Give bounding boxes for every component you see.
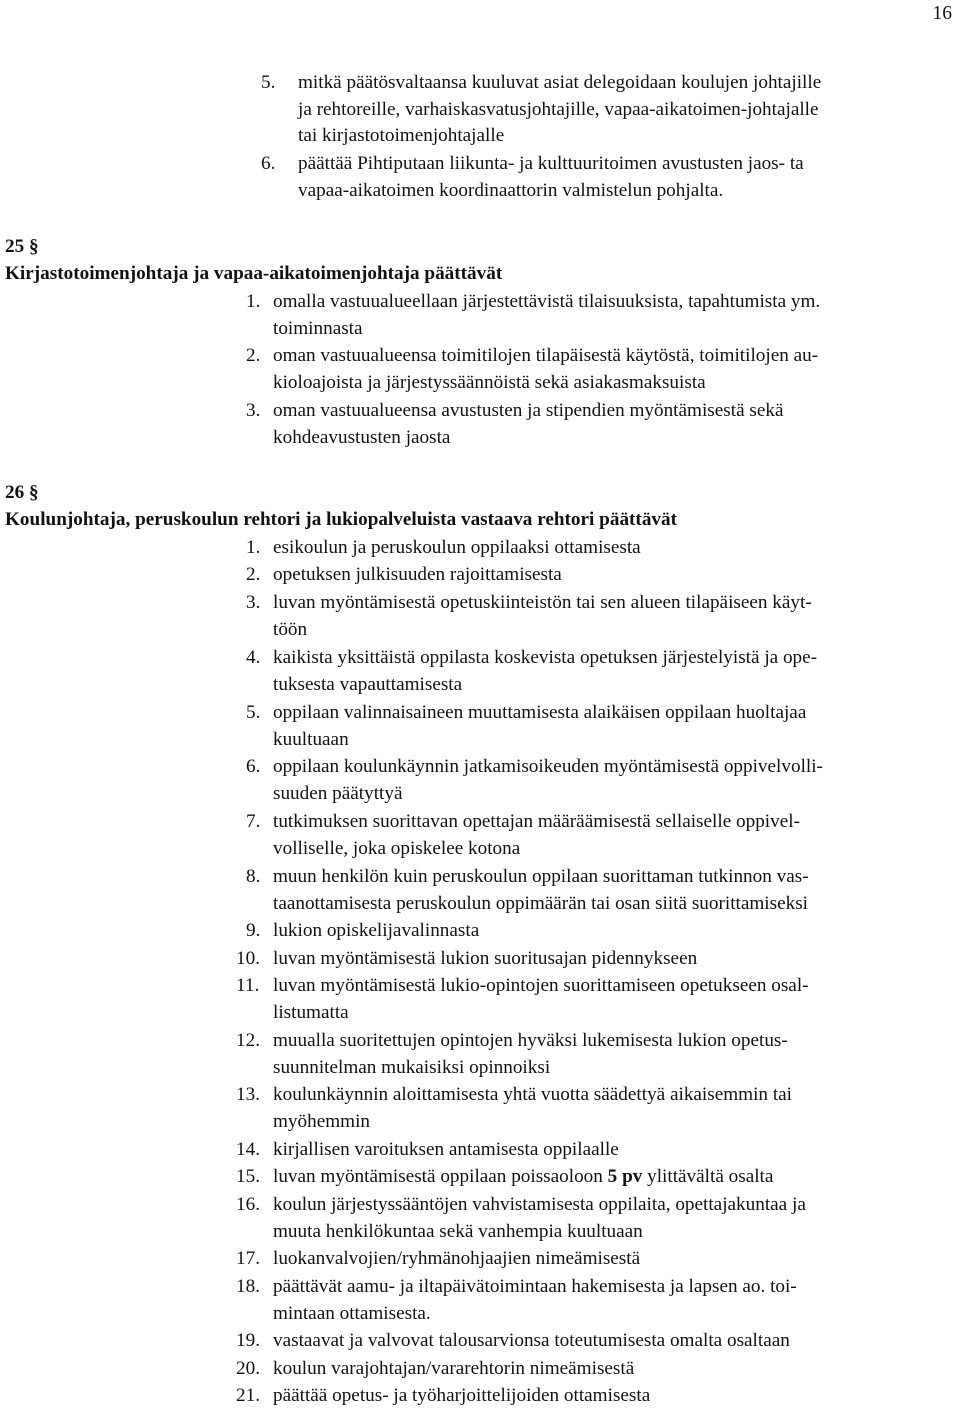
list-item-line: luvan myöntämisestä opetuskiinteistön tai sen alueen tilapäiseen käyt- <box>273 592 812 613</box>
list-item-line: suunnitelman mukaisiksi opinnoiksi <box>273 1057 551 1078</box>
list-item-number: 19. <box>236 1330 260 1351</box>
list-item-number: 13. <box>236 1084 260 1105</box>
list-item-number: 1. <box>246 537 261 558</box>
list-item-line: oman vastuualueensa toimitilojen tilapäisestä käytöstä, toimitilojen au- <box>273 345 819 366</box>
list-item-line: tai kirjastotoimenjohtajalle <box>298 125 505 146</box>
list-item-number: 4. <box>246 647 261 668</box>
list-item-line: opetuksen julkisuuden rajoittamisesta <box>273 564 562 585</box>
list-item-line: muualla suoritettujen opintojen hyväksi lukemisesta lukion opetus- <box>273 1030 788 1051</box>
list-item-line: tuksesta vapauttamisesta <box>273 674 463 695</box>
list-item-line: esikoulun ja peruskoulun oppilaaksi ottamisesta <box>273 537 641 558</box>
section-title: Koulunjohtaja, peruskoulun rehtori ja lukiopalveluista vastaava rehtori päättävät <box>5 509 677 530</box>
list-item-number: 2. <box>246 345 261 366</box>
list-item-line: luvan myöntämisestä lukio-opintojen suorittamiseen opetukseen osal- <box>273 975 809 996</box>
list-item-number: 2. <box>246 564 261 585</box>
list-item-line: kaikista yksittäistä oppilasta koskevista opetuksen järjestelyistä ja ope- <box>273 647 818 668</box>
list-item-number: 11. <box>236 975 260 996</box>
section-number: 25 § <box>5 236 39 257</box>
list-item-line: omalla vastuualueellaan järjestettävistä tilaisuuksista, tapahtumista ym. <box>273 291 821 312</box>
list-item-line: koulun järjestyssääntöjen vahvistamisesta oppilaita, opettajakuntaa ja <box>273 1194 806 1215</box>
list-item-line <box>273 1167 773 1186</box>
list-item-line: volliselle, joka opiskelee kotona <box>273 838 521 859</box>
list-item-number: 5. <box>246 702 261 723</box>
list-item-text: ylittävältä osalta <box>642 1166 774 1187</box>
list-item-line: kuultuaan <box>273 729 349 750</box>
list-item-line: oppilaan koulunkäynnin jatkamisoikeuden myöntämisestä oppivelvolli- <box>273 756 823 777</box>
list-item-line: vapaa-aikatoimen koordinaattorin valmistelun pohjalta. <box>298 180 724 201</box>
list-item-line: koulun varajohtajan/vararehtorin nimeämisestä <box>273 1358 635 1379</box>
list-item-number: 21. <box>236 1385 260 1406</box>
list-item-number: 10. <box>236 948 260 969</box>
list-item-line: taanottamisesta peruskoulun oppimäärän tai osan siitä suorittamiseksi <box>273 893 809 914</box>
list-item-line: tutkimuksen suorittavan opettajan määräämisestä sellaiselle oppivel- <box>273 811 800 832</box>
list-item-number: 8. <box>246 866 261 887</box>
list-item-number: 6. <box>246 756 261 777</box>
list-item-line: koulunkäynnin aloittamisesta yhtä vuotta säädettyä aikaisemmin tai <box>273 1084 792 1105</box>
list-item-number: 17. <box>236 1248 260 1269</box>
section-title: Kirjastotoimenjohtaja ja vapaa-aikatoimenjohtaja päättävät <box>5 263 503 284</box>
list-item-line: lukion opiskelijavalinnasta <box>273 920 480 941</box>
list-item-line: mitkä päätösvaltaansa kuuluvat asiat delegoidaan koulujen johtajille <box>298 72 822 93</box>
list-item-line: muuta henkilökuntaa sekä vanhempia kuultuaan <box>273 1221 643 1242</box>
list-item-line: päättää opetus- ja työharjoittelijoiden ottamisesta <box>273 1385 651 1406</box>
list-item-number: 5. <box>261 72 276 93</box>
list-item-line: myöhemmin <box>273 1111 370 1132</box>
list-item-line: suuden päätyttyä <box>273 783 403 804</box>
list-item-line: luvan myöntämisestä lukion suoritusajan pidennykseen <box>273 948 698 969</box>
list-item-number: 12. <box>236 1030 260 1051</box>
list-item-line: luokanvalvojien/ryhmänohjaajien nimeämisestä <box>273 1248 641 1269</box>
list-item-number: 9. <box>246 920 261 941</box>
list-item-line: vastaavat ja valvovat talousarvionsa toteutumisesta omalta osaltaan <box>273 1330 790 1351</box>
list-item-line: päättävät aamu- ja iltapäivätoimintaan hakemisesta ja lapsen ao. toi- <box>273 1276 797 1297</box>
list-item-line: kohdeavustusten jaosta <box>273 427 451 448</box>
list-item-number: 7. <box>246 811 261 832</box>
list-item-line: toiminnasta <box>273 318 363 339</box>
list-item-line: ja rehtoreille, varhaiskasvatusjohtajille, vapaa-aikatoimen-johtajalle <box>298 99 819 120</box>
section-number: 26 § <box>5 482 39 503</box>
list-item-line: oppilaan valinnaisaineen muuttamisesta alaikäisen oppilaan huoltajaa <box>273 702 807 723</box>
list-item-number: 16. <box>236 1194 260 1215</box>
list-item-number: 1. <box>246 291 261 312</box>
list-item-text: luvan myöntämisestä oppilaan poissaoloon <box>273 1166 608 1187</box>
list-item-line: kirjallisen varoituksen antamisesta oppilaalle <box>273 1139 619 1160</box>
list-item-number: 3. <box>246 400 261 421</box>
list-item-number: 15. <box>236 1166 260 1187</box>
list-item-line: muun henkilön kuin peruskoulun oppilaan suorittaman tutkinnon vas- <box>273 866 809 887</box>
list-item-line: päättää Pihtiputaan liikunta- ja kulttuuritoimen avustusten jaos- ta <box>298 153 804 174</box>
page-number: 16 <box>932 3 952 24</box>
list-item-line: mintaan ottamisesta. <box>273 1303 431 1324</box>
list-item-number: 18. <box>236 1276 260 1297</box>
list-item-line: oman vastuualueensa avustusten ja stipendien myöntämisestä sekä <box>273 400 784 421</box>
list-item-line: kioloajoista ja järjestyssäännöistä sekä asiakasmaksuista <box>273 372 706 393</box>
bold-emphasis: 5 pv <box>607 1166 643 1187</box>
list-item-number: 14. <box>236 1139 260 1160</box>
list-item-number: 20. <box>236 1358 260 1379</box>
list-item-line: töön <box>273 619 308 640</box>
list-item-line: listumatta <box>273 1002 349 1023</box>
list-item-number: 3. <box>246 592 261 613</box>
list-item-number: 6. <box>261 153 276 174</box>
